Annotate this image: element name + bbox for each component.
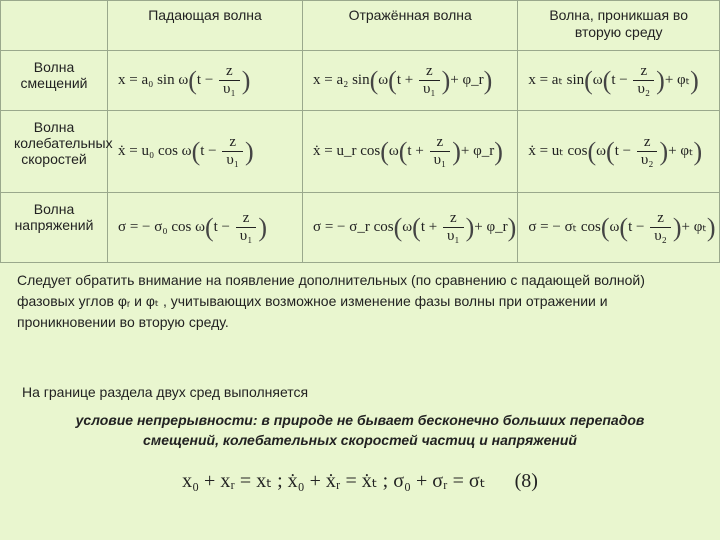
- equation-number: (8): [514, 470, 538, 492]
- header-empty: [1, 1, 108, 51]
- formula-reflected: ẋ = u_r cos(ω(t + $\frac{z}{\text{υ₁}}$ )+ φ_r): [303, 111, 518, 193]
- boundary-equation: [0, 468, 720, 493]
- phase-note: Следует обратить внимание на появление дополнительных (по сравнению с падающей волной) фазовых углов φᵣ и φₜ , учитывающих возможное изменение фазы волны при отражении и проникновении во вторую среду.: [17, 272, 645, 330]
- continuity-condition: условие непрерывности: в природе не бывает бесконечно больших перепадов смещений, колебательных скоростей частиц и напряжений: [75, 412, 645, 448]
- row-label: Волна смещений: [1, 51, 108, 111]
- formula-transmitted: ẋ = uₜ cos(ω(t − $\frac{z}{\text{υ₂}}$ )+ φₜ): [518, 111, 720, 193]
- formula-incident: ẋ = u₀ cos ω(t − $\frac{z}{\text{υ₁}}$ ): [108, 111, 303, 193]
- row-label: Волна напряжений: [1, 193, 108, 263]
- formula-incident: x = a₀ sin ω(t − $\frac{z}{\text{υ₁}}$ ): [108, 51, 303, 111]
- header-transmitted: Волна, проникшая во вторую среду: [518, 1, 720, 51]
- row-label: Волна колебательных скоростей: [1, 111, 108, 193]
- formula-reflected: σ = − σ_r cos(ω(t + $\frac{z}{\text{υ₁}}$ )+ φ_r): [303, 193, 518, 263]
- header-incident: Падающая волна: [108, 1, 303, 51]
- formula-incident: σ = − σ₀ cos ω(t − $\frac{z}{\text{υ₁}}$ ): [108, 193, 303, 263]
- formula-transmitted: σ = − σₜ cos(ω(t − $\frac{z}{\text{υ₂}}$ )+ φₜ): [518, 193, 720, 263]
- equation-body: x₀ + xᵣ = xₜ ; ẋ₀ + ẋᵣ = ẋₜ ; σ₀ + σᵣ = σₜ: [182, 470, 486, 492]
- header-reflected: Отражённая волна: [303, 1, 518, 51]
- formula-reflected: x = a₂ sin(ω(t + $\frac{z}{\text{υ₁}}$ )+ φ_r): [303, 51, 518, 111]
- boundary-text: На границе раздела двух сред выполняется: [22, 384, 309, 400]
- formula-transmitted: x = aₜ sin(ω(t − $\frac{z}{\text{υ₂}}$ )+ φₜ): [518, 51, 720, 111]
- waves-table: [0, 0, 720, 263]
